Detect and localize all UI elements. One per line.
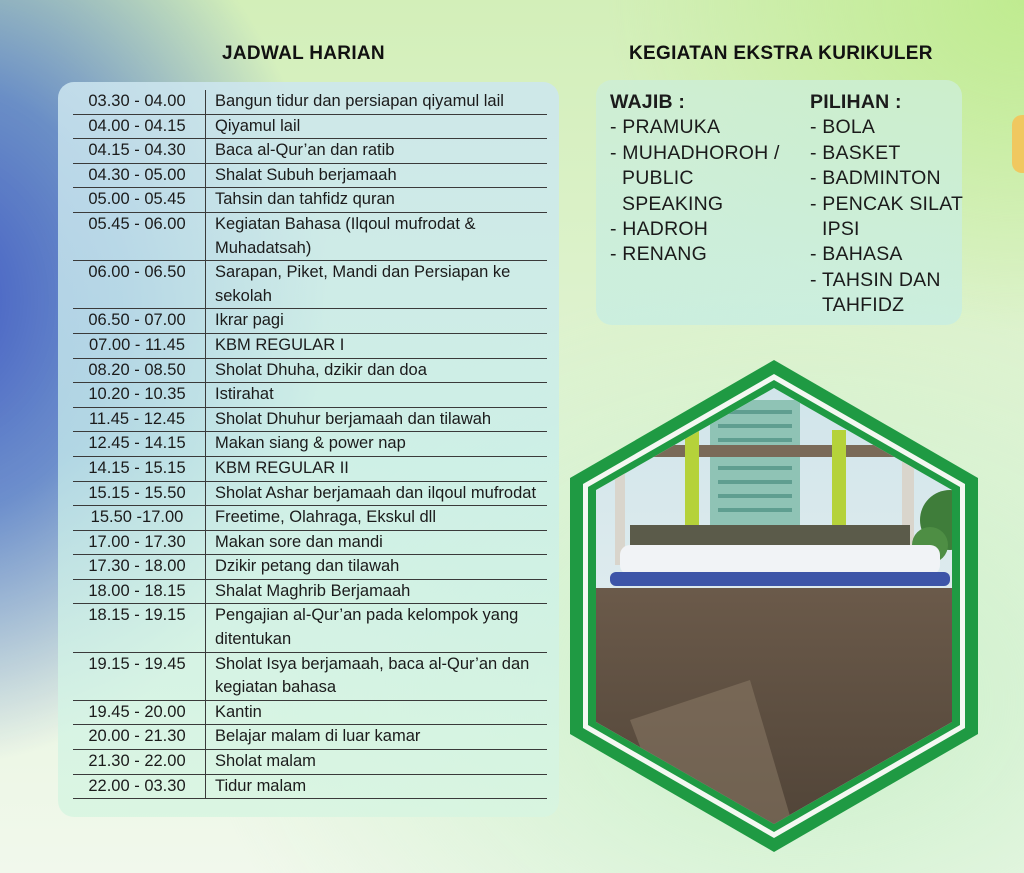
pilihan-list	[810, 115, 965, 318]
schedule-activity: Sholat Isya berjamaah, baca al-Qur’an dan kegiatan bahasa	[215, 654, 530, 697]
wajib-column	[610, 90, 800, 268]
schedule-time: 04.15 - 04.30	[73, 139, 206, 164]
wajib-list	[610, 115, 800, 267]
pilihan-item: - BAHASA	[810, 243, 903, 266]
schedule-row	[73, 114, 547, 139]
schedule-activity: Bangun tidur dan persiapan qiyamul lail	[215, 92, 504, 110]
schedule-row	[73, 309, 547, 334]
schedule-activity: Istirahat	[215, 385, 274, 404]
schedule-time: 20.00 - 21.30	[73, 725, 206, 750]
schedule-activity: Sarapan, Piket, Mandi dan Persiapan ke sekolah	[215, 263, 511, 305]
schedule-time: 12.45 - 14.15	[73, 432, 206, 457]
schedule-row	[73, 188, 547, 213]
schedule-row	[73, 750, 547, 775]
schedule-row	[73, 652, 547, 700]
group-photo-hexagon	[570, 360, 978, 852]
wajib-item: - PRAMUKA	[610, 116, 721, 139]
schedule-activity: Dzikir petang dan tilawah	[215, 557, 400, 576]
schedule-activity: Tidur malam	[215, 776, 307, 795]
schedule-activity: Sholat Dhuhur berjamaah dan tilawah	[215, 409, 492, 428]
schedule-time: 18.00 - 18.15	[73, 579, 206, 604]
schedule-time: 11.45 - 12.45	[73, 407, 206, 432]
schedule-row	[73, 579, 547, 604]
schedule-row	[73, 212, 547, 260]
schedule-time: 10.20 - 10.35	[73, 383, 206, 408]
schedule-activity: Sholat Dhuha, dzikir dan doa	[215, 360, 427, 379]
schedule-activity: Pengajian al-Qur’an pada kelompok yang ditentukan	[215, 606, 519, 649]
schedule-activity: Shalat Maghrib Berjamaah	[215, 581, 411, 600]
schedule-row	[73, 530, 547, 555]
schedule-activity: Qiyamul lail	[215, 116, 301, 135]
schedule-row	[73, 261, 547, 309]
schedule-time: 08.20 - 08.50	[73, 358, 206, 383]
pilihan-item: - TAHSIN DAN TAHFIDZ	[810, 268, 941, 317]
schedule-time: 07.00 - 11.45	[73, 333, 206, 358]
schedule-row	[73, 604, 547, 652]
schedule-row	[73, 432, 547, 457]
pilihan-item: - PENCAK SILAT IPSI	[810, 192, 963, 241]
schedule-row	[73, 555, 547, 580]
schedule-row	[73, 481, 547, 506]
schedule-time: 05.00 - 05.45	[73, 188, 206, 213]
pilihan-item: - BASKET	[810, 141, 901, 164]
schedule-row	[73, 407, 547, 432]
schedule-activity: Sholat Ashar berjamaah dan ilqoul mufrodat	[215, 483, 537, 502]
pilihan-item: - BADMINTON	[810, 167, 941, 190]
accent-tab	[1012, 115, 1024, 173]
schedule-activity: Makan sore dan mandi	[215, 532, 383, 551]
schedule-activity: Kantin	[215, 702, 262, 721]
schedule-table	[73, 90, 547, 799]
pilihan-item: - BOLA	[810, 116, 876, 139]
schedule-time: 22.00 - 03.30	[73, 774, 206, 799]
pilihan-column	[810, 90, 965, 319]
schedule-row	[73, 700, 547, 725]
group-photo	[570, 360, 978, 852]
hexagon-photo-svg	[570, 360, 978, 852]
schedule-activity: Ikrar pagi	[215, 311, 284, 330]
schedule-activity: KBM REGULAR I	[215, 335, 345, 354]
schedule-row	[73, 358, 547, 383]
schedule-activity: Kegiatan Bahasa (Ilqoul mufrodat & Muhadatsah)	[215, 214, 476, 257]
schedule-time: 06.00 - 06.50	[73, 261, 206, 309]
wajib-item: - MUHADHOROH / PUBLIC SPEAKING	[610, 141, 780, 215]
schedule-time: 17.30 - 18.00	[73, 555, 206, 580]
schedule-row	[73, 506, 547, 531]
schedule-activity: Tahsin dan tahfidz quran	[215, 190, 395, 209]
schedule-time: 18.15 - 19.15	[73, 604, 206, 652]
schedule-time: 15.50 -17.00	[73, 506, 206, 531]
schedule-row	[73, 333, 547, 358]
pilihan-title: PILIHAN :	[810, 91, 902, 113]
schedule-time: 05.45 - 06.00	[73, 212, 206, 260]
schedule-activity: Baca al-Qur’an dan ratib	[215, 141, 395, 160]
schedule-activity: Sholat malam	[215, 752, 316, 771]
schedule-row	[73, 774, 547, 799]
schedule-time: 04.30 - 05.00	[73, 163, 206, 188]
schedule-row	[73, 139, 547, 164]
wajib-item: - RENANG	[610, 243, 707, 266]
schedule-time: 17.00 - 17.30	[73, 530, 206, 555]
schedule-time: 04.00 - 04.15	[73, 114, 206, 139]
schedule-activity: Belajar malam di luar kamar	[215, 727, 421, 746]
schedule-row	[73, 456, 547, 481]
schedule-activity: Freetime, Olahraga, Ekskul dll	[215, 508, 437, 527]
schedule-row	[73, 383, 547, 408]
schedule-time: 15.15 - 15.50	[73, 481, 206, 506]
schedule-time: 19.45 - 20.00	[73, 700, 206, 725]
schedule-heading: JADWAL HARIAN	[222, 43, 385, 64]
schedule-row	[73, 90, 547, 114]
schedule-time: 14.15 - 15.15	[73, 456, 206, 481]
schedule-time: 21.30 - 22.00	[73, 750, 206, 775]
schedule-activity: Shalat Subuh berjamaah	[215, 165, 397, 184]
wajib-title: WAJIB :	[610, 91, 686, 113]
wajib-item: - HADROH	[610, 218, 709, 241]
schedule-activity: Makan siang & power nap	[215, 434, 406, 453]
schedule-time: 06.50 - 07.00	[73, 309, 206, 334]
schedule-activity: KBM REGULAR II	[215, 458, 349, 477]
extracurricular-heading: KEGIATAN EKSTRA KURIKULER	[629, 43, 933, 64]
schedule-time: 03.30 - 04.00	[73, 90, 206, 114]
schedule-time: 19.15 - 19.45	[73, 652, 206, 700]
schedule-row	[73, 163, 547, 188]
schedule-row	[73, 725, 547, 750]
